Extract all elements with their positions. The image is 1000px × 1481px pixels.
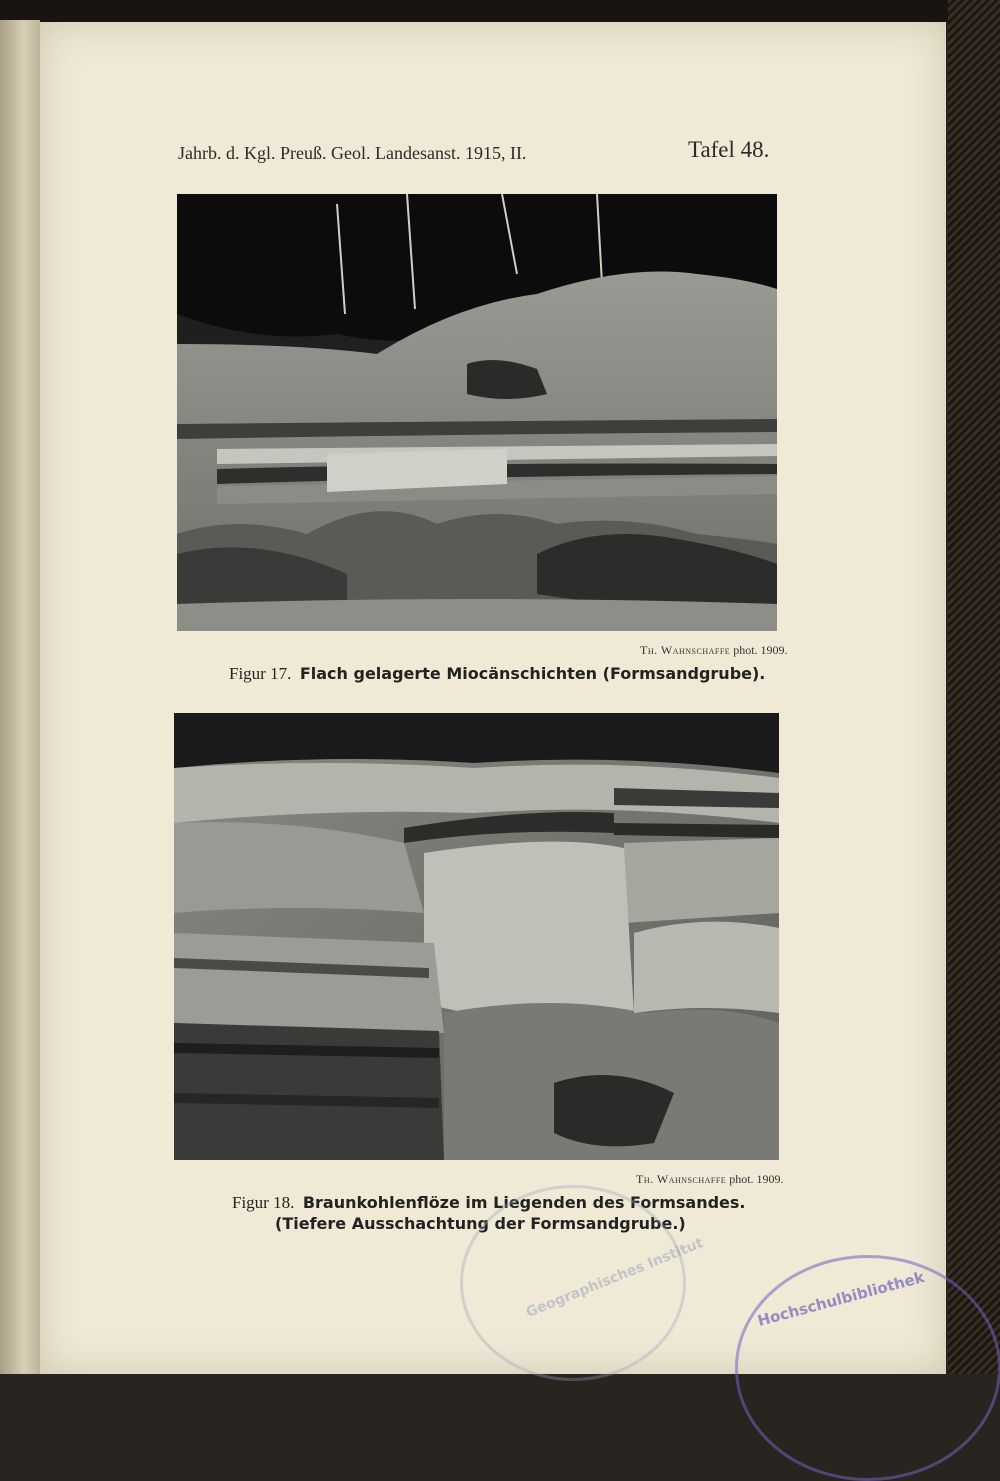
plate-number: Tafel 48.	[688, 137, 770, 162]
figure-17-credit	[640, 643, 788, 658]
book-cover-right	[948, 0, 1000, 1374]
library-stamp-purple-text: Hochschulbibliothek	[755, 1268, 927, 1330]
book-cover-top	[0, 0, 1000, 22]
figure-title: Braunkohlenflöze im Liegenden des Formsandes.	[302, 1193, 746, 1212]
figure-label: Figur 17.	[229, 664, 292, 683]
photo-date: phot. 1909.	[733, 643, 788, 657]
figure-18-credit	[636, 1172, 784, 1187]
figure-title: Flach gelagerte Miocänschichten (Formsandgrube).	[299, 664, 766, 683]
photographer-name: Th. Wahnschaffe	[640, 643, 731, 657]
figure-17-photo	[177, 194, 777, 631]
figure-title-line2: (Tiefere Ausschachtung der Formsandgrube.)	[275, 1214, 686, 1233]
photo-date: phot. 1909.	[729, 1172, 784, 1186]
left-page-edge	[0, 20, 40, 1374]
journal-header: Jahrb. d. Kgl. Preuß. Geol. Landesanst. 1915, II.	[178, 143, 527, 163]
figure-18-caption-line2	[275, 1214, 686, 1234]
photographer-name: Th. Wahnschaffe	[636, 1172, 727, 1186]
library-stamp-faded-text: Geographisches Institut	[523, 1235, 706, 1321]
figure-18-photo	[174, 713, 779, 1160]
figure-17-caption	[229, 664, 765, 684]
figure-label: Figur 18.	[232, 1193, 295, 1212]
figure-18-caption	[232, 1193, 745, 1213]
